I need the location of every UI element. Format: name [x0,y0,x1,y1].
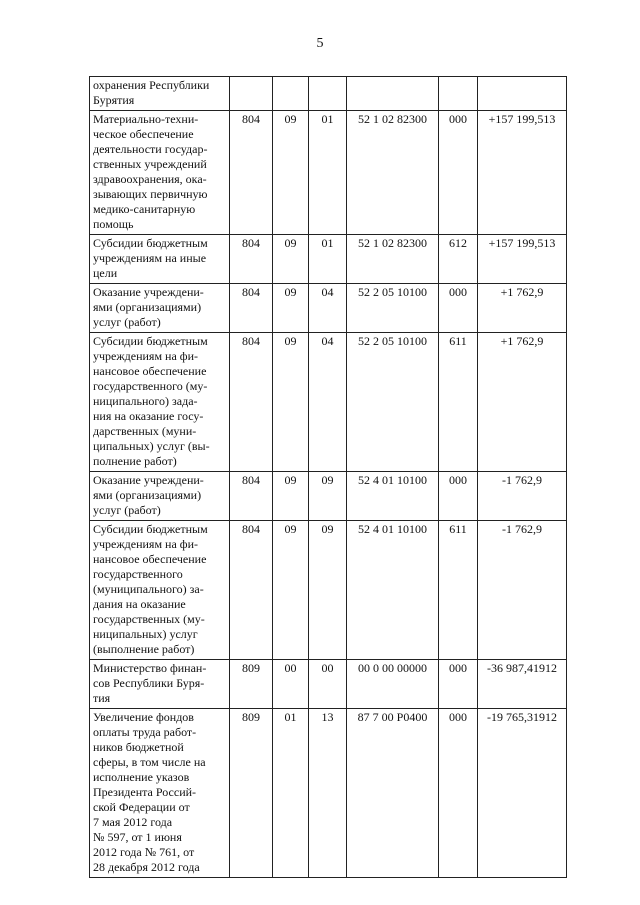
ministry-code-cell: 809 [230,709,273,878]
item-name-line: помощь [93,217,134,231]
item-name-cell [90,284,230,333]
item-name-line: государственного (му- [93,379,208,393]
section-code-cell: 09 [273,284,309,333]
item-name-line: охранения Республики [93,78,210,92]
item-name-cell [90,235,230,284]
expense-type-cell: 000 [439,472,478,521]
target-article-cell: 00 0 00 00000 [347,660,439,709]
item-name-line: 7 мая 2012 года [93,815,173,829]
item-name-line: государственных (му- [93,612,205,626]
subsection-code-cell: 09 [309,521,347,660]
item-name-line: исполнение указов [93,770,190,784]
expense-type-cell: 000 [439,111,478,235]
item-name-line: учреждениям на иные [93,251,207,265]
expense-type-cell: 612 [439,235,478,284]
section-code-cell: 09 [273,235,309,284]
item-name-line: Президента Россий- [93,785,197,799]
section-code-cell: 09 [273,333,309,472]
item-name-line: сферы, в том числе на [93,755,206,769]
item-name-line: ями (организациями) [93,300,202,314]
item-name-line: цели [93,266,118,280]
item-name-line: медико-санитарную [93,202,196,216]
table-row [90,77,567,111]
sum-cell: -19 765,31912 [478,709,567,878]
item-name-line: деятельности государ- [93,142,208,156]
item-name-line: ния на оказание госу- [93,409,204,423]
item-name-cell [90,472,230,521]
item-name-line: учреждениям на фи- [93,349,198,363]
item-name-line: ями (организациями) [93,488,202,502]
expense-type-cell: 611 [439,333,478,472]
ministry-code-cell: 804 [230,333,273,472]
item-name-line: ципальных) услуг (вы- [93,439,210,453]
item-name-line: Субсидии бюджетным [93,522,208,536]
sum-cell: -1 762,9 [478,472,567,521]
subsection-code-cell: 01 [309,235,347,284]
item-name-line: Бурятия [93,93,135,107]
expense-type-cell: 000 [439,709,478,878]
item-name-line: дарственных (муни- [93,424,197,438]
item-name-cell [90,709,230,878]
subsection-code-cell [309,77,347,111]
item-name-line: Субсидии бюджетным [93,236,208,250]
item-name-line: дания на оказание [93,597,186,611]
item-name-line: сов Республики Буря- [93,676,205,690]
expense-type-cell: 000 [439,660,478,709]
sum-cell: +157 199,513 [478,235,567,284]
subsection-code-cell: 04 [309,333,347,472]
budget-table [89,76,567,878]
table-row [90,111,567,235]
ministry-code-cell: 809 [230,660,273,709]
target-article-cell: 52 1 02 82300 [347,235,439,284]
ministry-code-cell [230,77,273,111]
subsection-code-cell: 13 [309,709,347,878]
target-article-cell [347,77,439,111]
item-name-cell [90,111,230,235]
sum-cell: +1 762,9 [478,284,567,333]
item-name-line: Материально-техни- [93,112,199,126]
item-name-line: ников бюджетной [93,740,184,754]
table-row [90,235,567,284]
target-article-cell: 52 4 01 10100 [347,521,439,660]
expense-type-cell: 000 [439,284,478,333]
page-number: 5 [316,36,324,51]
ministry-code-cell: 804 [230,284,273,333]
item-name-line: зывающих первичную [93,187,208,201]
expense-type-cell: 611 [439,521,478,660]
item-name-line: ниципальных) услуг [93,627,198,641]
ministry-code-cell: 804 [230,235,273,284]
item-name-cell [90,333,230,472]
table-row [90,284,567,333]
section-code-cell: 09 [273,111,309,235]
ministry-code-cell: 804 [230,472,273,521]
item-name-line: оплаты труда работ- [93,725,197,739]
item-name-line: ской Федерации от [93,800,190,814]
item-name-line: ственных учреждений [93,157,207,171]
subsection-code-cell: 04 [309,284,347,333]
table-row [90,709,567,878]
sum-cell: -1 762,9 [478,521,567,660]
sum-cell [478,77,567,111]
table-row [90,521,567,660]
item-name-line: нансовое обеспечение [93,552,207,566]
item-name-line: Оказание учреждени- [93,473,204,487]
expense-type-cell [439,77,478,111]
item-name-line: государственного [93,567,183,581]
sum-cell: +1 762,9 [478,333,567,472]
ministry-code-cell: 804 [230,521,273,660]
item-name-line: (муниципального) за- [93,582,204,596]
item-name-line: нансовое обеспечение [93,364,207,378]
target-article-cell: 52 1 02 82300 [347,111,439,235]
item-name-line: 28 декабря 2012 года [93,860,200,874]
item-name-line: здравоохранения, ока- [93,172,207,186]
section-code-cell: 00 [273,660,309,709]
item-name-line: 2012 года № 761, от [93,845,195,859]
item-name-cell [90,660,230,709]
target-article-cell: 52 2 05 10100 [347,284,439,333]
item-name-line: услуг (работ) [93,503,161,517]
target-article-cell: 52 2 05 10100 [347,333,439,472]
item-name-line: № 597, от 1 июня [93,830,182,844]
target-article-cell: 87 7 00 Р0400 [347,709,439,878]
section-code-cell [273,77,309,111]
item-name-line: услуг (работ) [93,315,161,329]
subsection-code-cell: 00 [309,660,347,709]
item-name-line: Оказание учреждени- [93,285,204,299]
subsection-code-cell: 09 [309,472,347,521]
item-name-line: ниципального) зада- [93,394,198,408]
item-name-cell [90,521,230,660]
item-name-cell [90,77,230,111]
item-name-line: тия [93,691,111,705]
table-row [90,472,567,521]
table-row [90,333,567,472]
item-name-line: ческое обеспечение [93,127,194,141]
item-name-line: учреждениям на фи- [93,537,198,551]
budget-table-body [90,77,567,878]
ministry-code-cell: 804 [230,111,273,235]
section-code-cell: 01 [273,709,309,878]
sum-cell: -36 987,41912 [478,660,567,709]
section-code-cell: 09 [273,472,309,521]
item-name-line: Увеличение фондов [93,710,194,724]
item-name-line: (выполнение работ) [93,642,195,656]
target-article-cell: 52 4 01 10100 [347,472,439,521]
item-name-line: Субсидии бюджетным [93,334,208,348]
item-name-line: полнение работ) [93,454,177,468]
table-row [90,660,567,709]
item-name-line: Министерство финан- [93,661,207,675]
subsection-code-cell: 01 [309,111,347,235]
sum-cell: +157 199,513 [478,111,567,235]
section-code-cell: 09 [273,521,309,660]
